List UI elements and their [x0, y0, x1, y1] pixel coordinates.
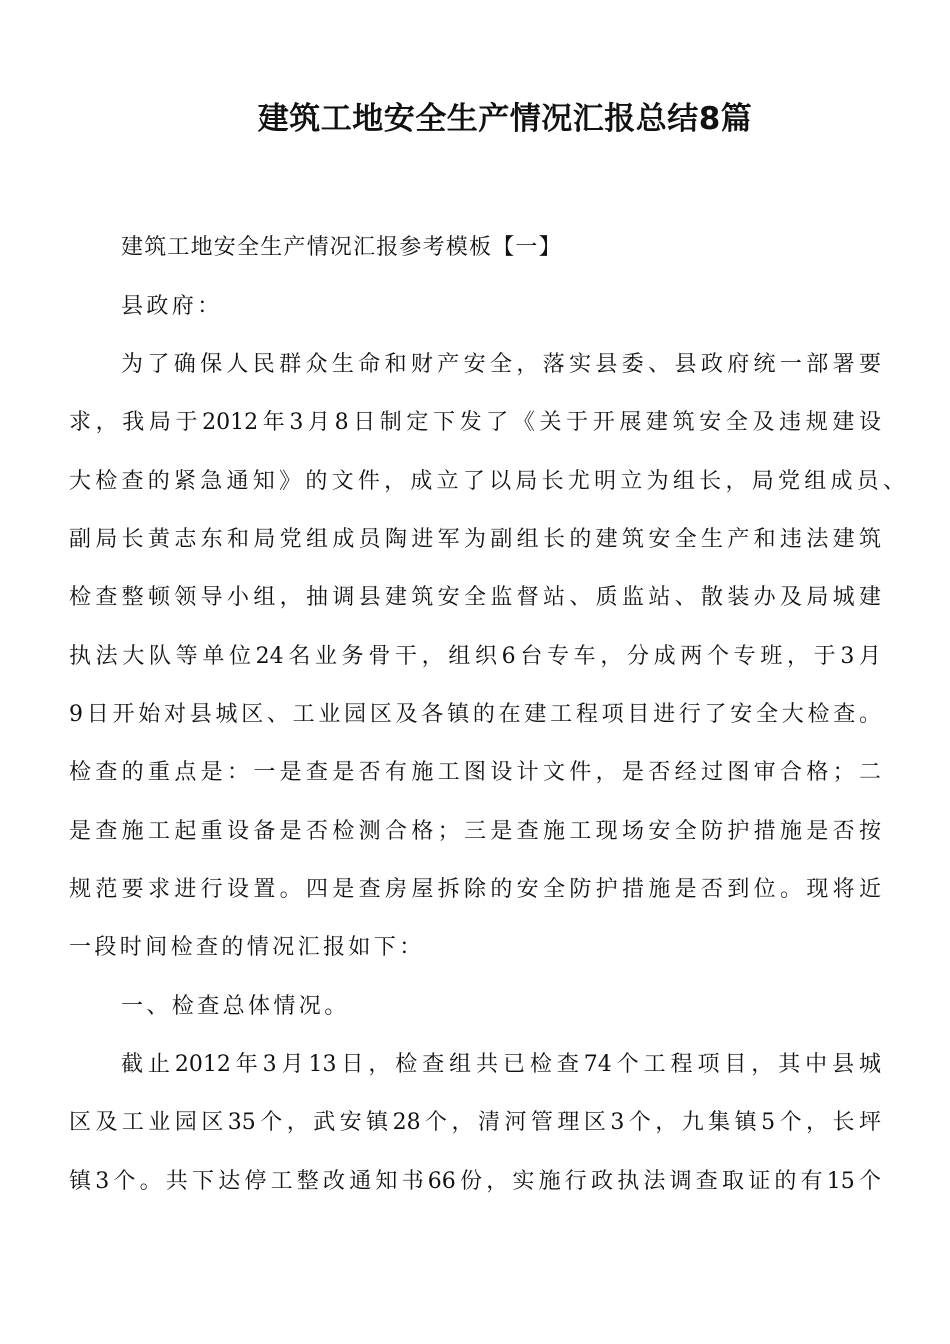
paragraph-line: 规范要求进行设置。四是查房屋拆除的安全防护措施是否到位。现将近	[69, 877, 881, 902]
salutation: 县政府：	[121, 294, 223, 319]
paragraph-line: 大检查的紧急通知》的文件，成立了以局长尤明立为组长，局党组成员、	[69, 469, 905, 494]
paragraph-line: 9日开始对县城区、工业园区及各镇的在建工程项目进行了安全大检查。	[69, 702, 881, 727]
paragraph-line: 检查整顿领导小组，抽调县建筑安全监督站、质监站、散装办及局城建	[69, 585, 881, 610]
paragraph-line: 区及工业园区35个，武安镇28个，清河管理区3个，九集镇5个，长坪	[69, 1110, 881, 1135]
paragraph-line: 截止2012年3月13日，检查组共已检查74个工程项目，其中县城	[121, 1052, 881, 1077]
paragraph-line: 一段时间检查的情况汇报如下：	[69, 935, 425, 960]
paragraph-line: 执法大队等单位24名业务骨干，组织6台专车，分成两个专班，于3月	[69, 644, 881, 669]
section-heading: 建筑工地安全生产情况汇报参考模板【一】	[121, 235, 562, 260]
section-heading: 一、检查总体情况。	[121, 994, 350, 1019]
paragraph-line: 镇3个。共下达停工整改通知书66份，实施行政执法调查取证的有15个	[69, 1169, 881, 1194]
document-title: 建筑工地安全生产情况汇报总结8篇	[257, 101, 753, 137]
paragraph-line: 求，我局于2012年3月8日制定下发了《关于开展建筑安全及违规建设	[69, 410, 881, 435]
paragraph-line: 副局长黄志东和局党组成员陶进军为副组长的建筑安全生产和违法建筑	[69, 527, 881, 552]
paragraph-line: 为了确保人民群众生命和财产安全，落实县委、县政府统一部署要	[121, 352, 881, 377]
paragraph-line: 是查施工起重设备是否检测合格；三是查施工现场安全防护措施是否按	[69, 819, 881, 844]
paragraph-line: 检查的重点是：一是查是否有施工图设计文件，是否经过图审合格；二	[69, 760, 881, 785]
